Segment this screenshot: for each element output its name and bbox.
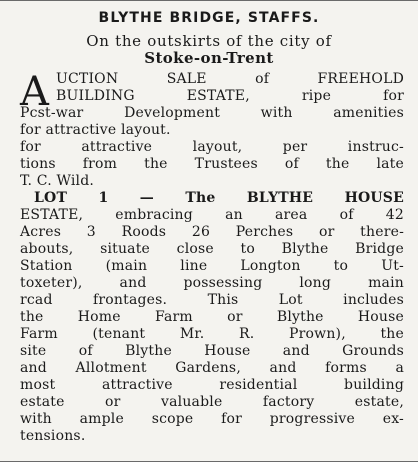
- subhead-line-1: On the outskirts of the city of: [86, 32, 332, 50]
- body-line: the Home Farm or Blythe House: [20, 309, 404, 325]
- body-line: estate or valuable factory estate,: [20, 394, 404, 410]
- body-line: ESTATE, embracing an area of 42: [20, 207, 404, 223]
- body-line: UCTION SALE of FREEHOLD: [56, 71, 404, 87]
- headline: BLYTHE BRIDGE, STAFFS.: [98, 10, 320, 26]
- body-line: most attractive residential building: [20, 377, 404, 393]
- body-line: Farm (tenant Mr. R. Prown), the: [20, 326, 404, 342]
- body-line: Station (main line Longton to Ut-: [20, 258, 404, 274]
- body-line: tensions.: [20, 428, 86, 444]
- body-line: and Allotment Gardens, and forms a: [20, 360, 404, 376]
- body-line: Acres 3 Roods 26 Perches or there-: [20, 224, 404, 240]
- body-line: for attractive layout.: [20, 122, 171, 138]
- drop-cap: A: [20, 69, 49, 115]
- body-line: with ample scope for progressive ex-: [20, 411, 404, 427]
- body-line: rcad frontages. This Lot includes: [20, 292, 404, 308]
- lot-heading: LOT 1 — The BLYTHE HOUSE: [34, 190, 404, 206]
- top-rule: [0, 0, 418, 1]
- body-line: for attractive layout, per instruc-: [20, 139, 404, 155]
- body-line: Pcst-war Development with amenities: [20, 105, 404, 121]
- body-line: abouts, situate close to Blythe Bridge: [20, 241, 404, 257]
- body-line: BUILDING ESTATE, ripe for: [56, 88, 404, 104]
- subhead-line-2: Stoke-on-Trent: [144, 49, 274, 67]
- body-line: T. C. Wild.: [20, 173, 95, 189]
- body-line: site of Blythe House and Grounds: [20, 343, 404, 359]
- body-line: tions from the Trustees of the late: [20, 156, 404, 172]
- body-line: toxeter), and possessing long main: [20, 275, 404, 291]
